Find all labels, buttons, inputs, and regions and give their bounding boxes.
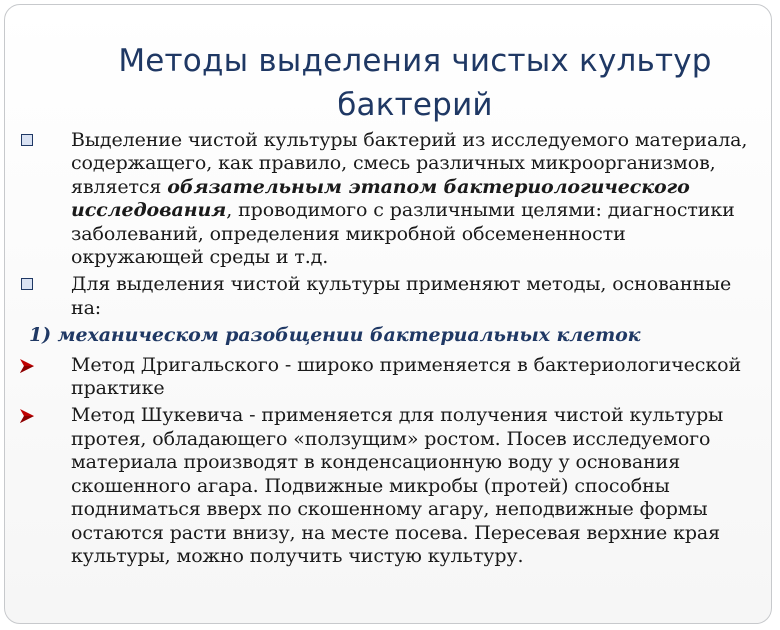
arrow-right-icon	[19, 358, 35, 374]
title-line-2: бактерий	[337, 87, 493, 123]
item-text: Метод Дригальского - широко применяется в бактериологической практике	[71, 353, 742, 400]
slide	[4, 4, 772, 624]
bullet-item	[19, 273, 761, 320]
arrow-item	[19, 404, 761, 568]
bullet-item	[19, 129, 761, 269]
slide-body	[19, 129, 761, 572]
item-text-emphasis: обязательным этапом бактериологического исследования	[71, 175, 690, 222]
item-text: Для выделения чистой культуры применяют методы, основанные на:	[71, 273, 732, 319]
item-text-pre: Выделение чистой культуры бактерий из исследуемого материала, содержащего, как правило, смесь различных микроорганизмов, является	[71, 129, 748, 198]
item-text-post: , проводимого с различными целями: диагностики заболеваний, определения микробной обсемененности окружающей среды и т.д.	[71, 199, 735, 269]
arrow-right-icon	[19, 408, 35, 424]
checkbox-square-icon	[21, 134, 33, 146]
sub-heading: 1) механическом разобщении бактериальных клеток	[29, 324, 641, 347]
slide-title	[75, 39, 755, 127]
title-line-1: Методы выделения чистых культур	[118, 43, 712, 79]
checkbox-square-icon	[21, 278, 33, 290]
item-text: Метод Шукевича - применяется для получения чистой культуры протея, обладающего «ползущим» ростом. Посев исследуемого материала производят в конденсационную воду у основания скошенного агара. Подвижные микробы (протей) способны подниматься вверх по скошенному агару, неподвижные формы остаются расти внизу, на месте посева. Пересевая верхние края культуры, можно получить чистую культуру.	[71, 404, 724, 567]
arrow-item	[19, 354, 761, 401]
